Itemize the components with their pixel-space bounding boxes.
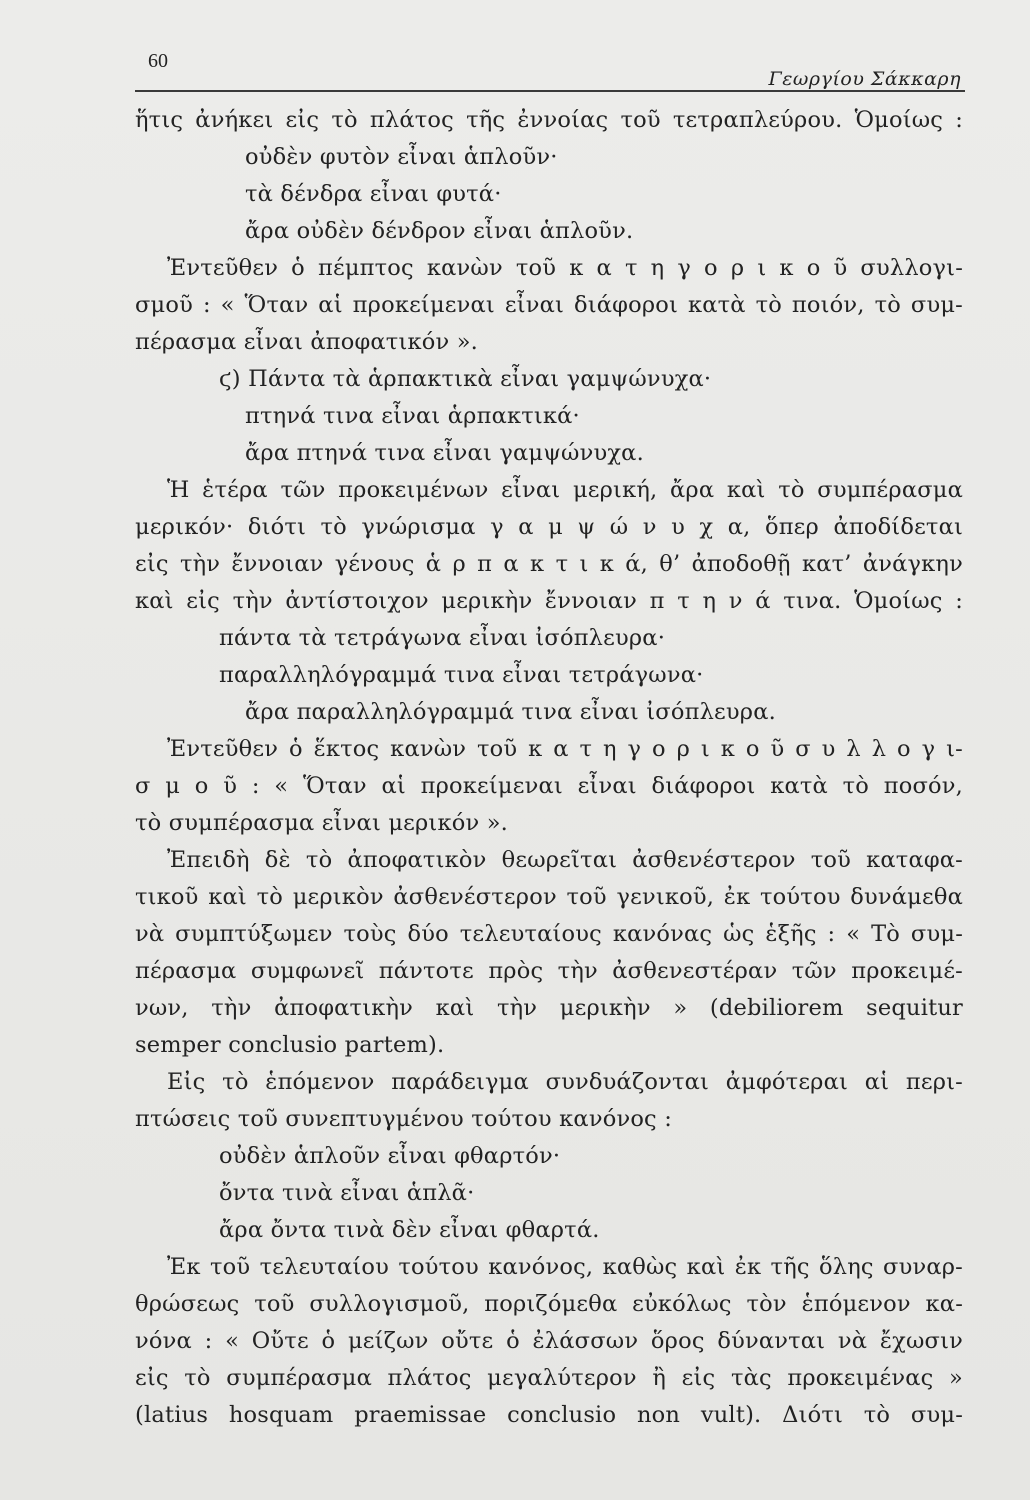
text-line: εἰς τὸ συμπέρασμα πλάτος μεγαλύτερον ἢ εἰς τὰς προκειμένας » xyxy=(135,1365,963,1391)
text-line: ἄρα παραλληλόγραμμά τινα εἶναι ἰσόπλευρα. xyxy=(245,699,776,725)
text-line: πέρασμα συμφωνεῖ πάντοτε πρὸς τὴν ἀσθενεστέραν τῶν προκειμέ- xyxy=(135,958,963,984)
text-line: οὐδὲν φυτὸν εἶναι ἁπλοῦν· xyxy=(245,144,558,170)
text-line: σμοῦ : « Ὅταν αἱ προκείμεναι εἶναι διάφοροι κατὰ τὸ ποιόν, τὸ συμ- xyxy=(135,292,963,318)
text-line: ἄρα ὄντα τινὰ δὲν εἶναι φθαρτά. xyxy=(219,1217,600,1243)
running-head-author: Γεωργίου Σάκκαρη xyxy=(768,68,961,90)
text-line: πέρασμα εἶναι ἀποφατικόν ». xyxy=(135,329,479,355)
body-text xyxy=(135,102,963,1434)
text-line: Ἐκ τοῦ τελευταίου τούτου κανόνος, καθὼς καὶ ἐκ τῆς ὅλης συναρ- xyxy=(167,1254,963,1280)
text-line: πάντα τὰ τετράγωνα εἶναι ἰσόπλευρα· xyxy=(219,625,666,651)
text-line: νὰ συμπτύξωμεν τοὺς δύο τελευταίους κανόνας ὡς ἑξῆς : « Τὸ συμ- xyxy=(135,921,963,947)
text-line: παραλληλόγραμμά τινα εἶναι τετράγωνα· xyxy=(219,662,704,688)
text-line: πτώσεις τοῦ συνεπτυγμένου τούτου κανόνος : xyxy=(135,1106,672,1132)
text-line: πτηνά τινα εἶναι ἁρπακτικά· xyxy=(245,403,580,429)
text-line: ϛ) Πάντα τὰ ἁρπακτικὰ εἶναι γαμψώνυχα· xyxy=(219,366,712,392)
text-line: Εἰς τὸ ἑπόμενον παράδειγμα συνδυάζονται ἀμφότεραι αἱ περι- xyxy=(167,1069,963,1095)
text-line: Ἐπειδὴ δὲ τὸ ἀποφατικὸν θεωρεῖται ἀσθενέστερον τοῦ καταφα- xyxy=(167,847,963,873)
text-line: οὐδὲν ἁπλοῦν εἶναι φθαρτόν· xyxy=(219,1143,561,1169)
text-line: τὰ δένδρα εἶναι φυτά· xyxy=(245,181,502,207)
text-line: ἄρα οὐδὲν δένδρον εἶναι ἁπλοῦν. xyxy=(245,218,634,244)
text-line: τὸ συμπέρασμα εἶναι μερικόν ». xyxy=(135,810,509,836)
text-line: νων, τὴν ἀποφατικὴν καὶ τὴν μερικὴν » (debiliorem sequitur xyxy=(135,995,963,1021)
text-line: Ἐντεῦθεν ὁ ἕκτος κανὼν τοῦ κ α τ η γ ο ρ ι κ ο ῦ σ υ λ λ ο γ ι- xyxy=(167,736,963,762)
text-line: Ἐντεῦθεν ὁ πέμπτος κανὼν τοῦ κ α τ η γ ο ρ ι κ ο ῦ συλλογι- xyxy=(167,255,963,281)
page-header xyxy=(135,48,965,92)
text-line: μερικόν· διότι τὸ γνώρισμα γ α μ ψ ώ ν υ χ α, ὅπερ ἀποδίδεται xyxy=(135,514,963,540)
text-line: ἥτις ἀνήκει εἰς τὸ πλάτος τῆς ἐννοίας τοῦ τετραπλεύρου. Ὁμοίως : xyxy=(135,107,963,133)
text-line: νόνα : « Οὔτε ὁ μείζων οὔτε ὁ ἐλάσσων ὅρος δύνανται νὰ ἔχωσιν xyxy=(135,1328,963,1354)
page-number: 60 xyxy=(148,50,168,72)
text-line: σ μ ο ῦ : « Ὅταν αἱ προκείμεναι εἶναι διάφοροι κατὰ τὸ ποσόν, xyxy=(135,773,963,799)
text-line: semper conclusio partem). xyxy=(135,1032,445,1058)
text-line: ὄντα τινὰ εἶναι ἁπλᾶ· xyxy=(219,1180,475,1206)
text-line: καὶ εἰς τὴν ἀντίστοιχον μερικὴν ἔννοιαν π τ η ν ά τινα. Ὁμοίως : xyxy=(135,588,963,614)
text-line: (latius hosquam praemissae conclusio non vult). Διότι τὸ συμ- xyxy=(135,1402,963,1428)
text-line: εἰς τὴν ἔννοιαν γένους ἁ ρ π α κ τ ι κ ά, θ’ ἀποδοθῇ κατ’ ἀνάγκην xyxy=(135,551,963,577)
text-line: τικοῦ καὶ τὸ μερικὸν ἀσθενέστερον τοῦ γενικοῦ, ἐκ τούτου δυνάμεθα xyxy=(135,884,963,910)
text-line: Ἡ ἑτέρα τῶν προκειμένων εἶναι μερική, ἄρα καὶ τὸ συμπέρασμα xyxy=(167,477,963,503)
text-line: ἄρα πτηνά τινα εἶναι γαμψώνυχα. xyxy=(245,440,644,466)
text-line: θρώσεως τοῦ συλλογισμοῦ, ποριζόμεθα εὐκόλως τὸν ἑπόμενον κα- xyxy=(135,1291,963,1317)
